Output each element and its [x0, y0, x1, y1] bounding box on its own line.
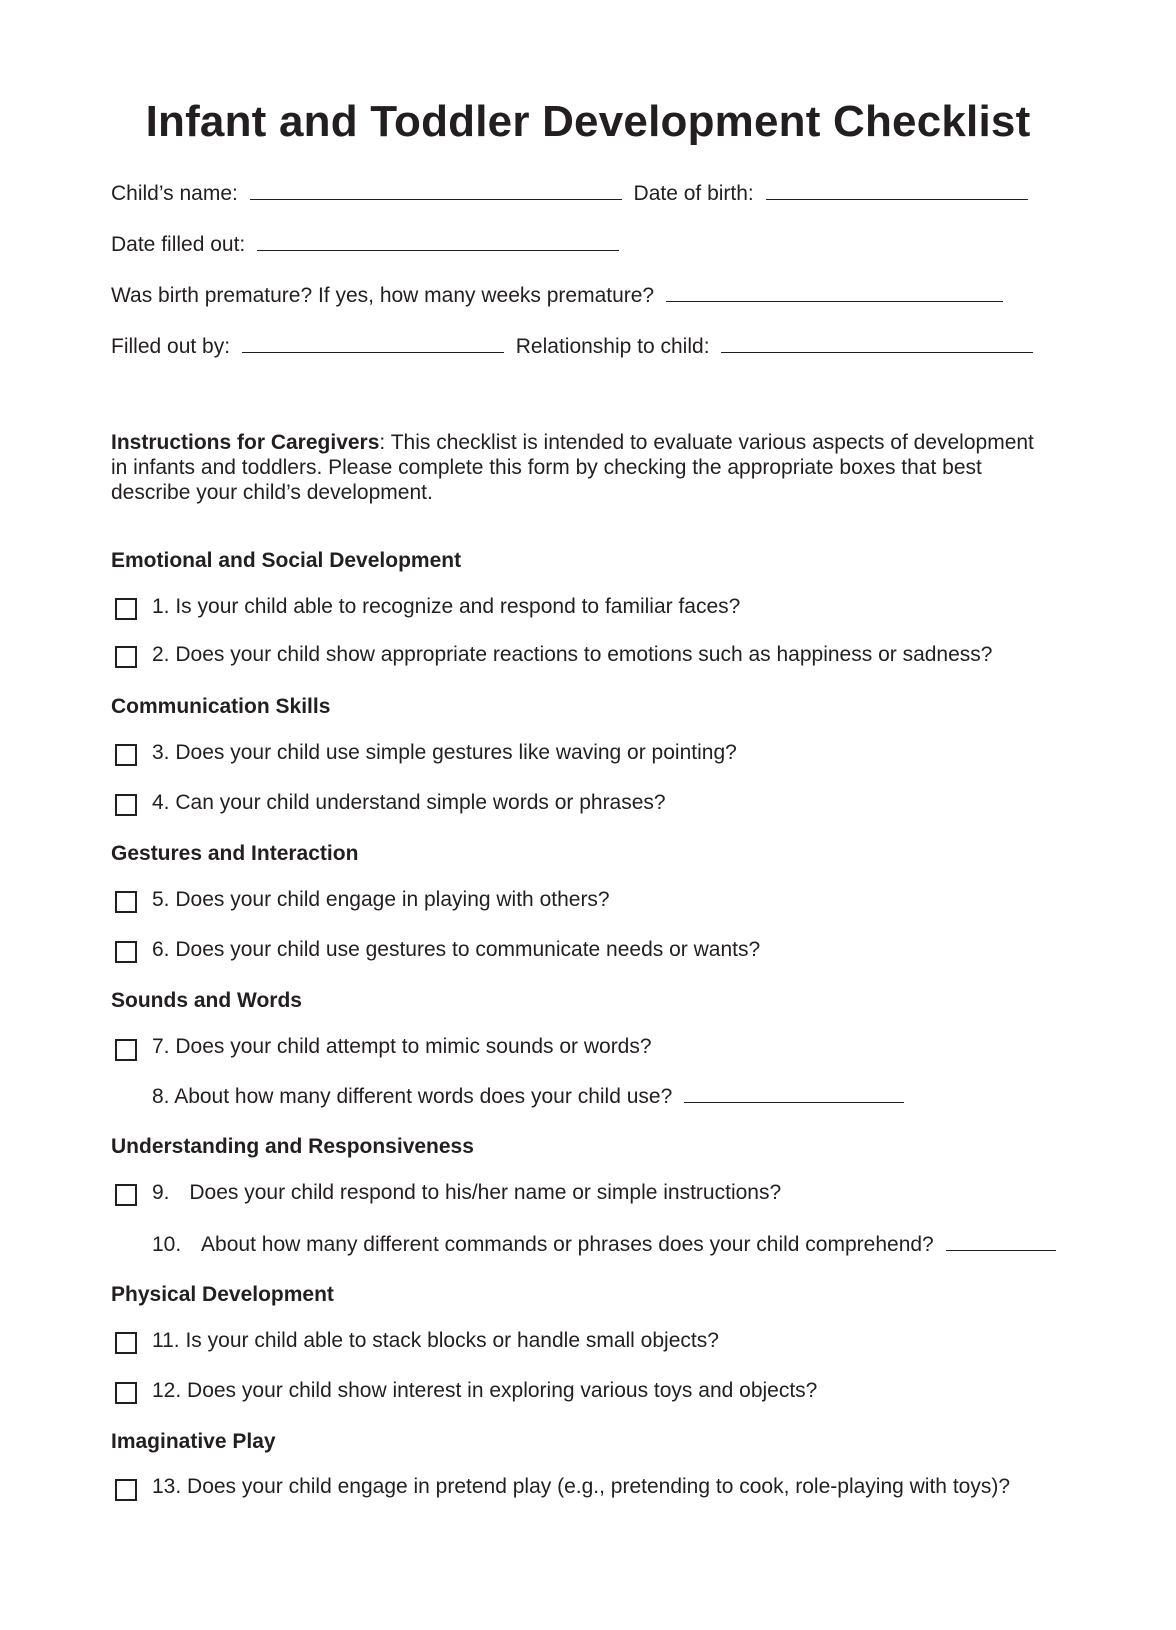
question-8-row	[152, 1084, 904, 1109]
childs-name-field[interactable]	[250, 181, 622, 200]
date-filled-row	[111, 232, 619, 258]
question-5: 5. Does your child engage in playing with others?	[152, 888, 610, 911]
childs-name-row	[111, 181, 1028, 207]
checkbox-q9[interactable]	[115, 1184, 137, 1206]
checkbox-q5[interactable]	[115, 891, 137, 913]
date-filled-out-field[interactable]	[257, 232, 619, 251]
section-title: Communication Skills	[111, 695, 331, 718]
filled-out-by-label: Filled out by:	[111, 335, 231, 358]
checkbox-q3[interactable]	[115, 744, 137, 766]
question-11: 11. Is your child able to stack blocks or handle small objects?	[152, 1329, 719, 1352]
checkbox-q7[interactable]	[115, 1039, 137, 1061]
checkbox-q4[interactable]	[115, 794, 137, 816]
question-10-row	[152, 1232, 1056, 1257]
filled-out-by-row	[111, 334, 1033, 360]
premature-row	[111, 283, 1003, 309]
date-of-birth-label: Date of birth:	[633, 182, 754, 205]
checkbox-q2[interactable]	[115, 646, 137, 668]
childs-name-label: Child’s name:	[111, 182, 238, 205]
section-title: Imaginative Play	[111, 1430, 276, 1453]
date-filled-out-label: Date filled out:	[111, 233, 246, 256]
question-3: 3. Does your child use simple gestures like waving or pointing?	[152, 741, 737, 764]
premature-weeks-field[interactable]	[666, 283, 1003, 302]
question-9-number: 9.	[152, 1181, 170, 1204]
checkbox-q12[interactable]	[115, 1382, 137, 1404]
checkbox-q1[interactable]	[115, 598, 137, 620]
page-title: Infant and Toddler Development Checklist	[145, 97, 1031, 146]
checkbox-q11[interactable]	[115, 1332, 137, 1354]
question-9: Does your child respond to his/her name or simple instructions?	[189, 1181, 782, 1204]
date-of-birth-field[interactable]	[766, 181, 1028, 200]
question-1: 1. Is your child able to recognize and respond to familiar faces?	[152, 595, 741, 618]
checkbox-q13[interactable]	[115, 1479, 137, 1501]
relationship-field[interactable]	[721, 334, 1033, 353]
section-title: Gestures and Interaction	[111, 842, 359, 865]
question-6: 6. Does your child use gestures to communicate needs or wants?	[152, 938, 761, 961]
commands-count-field[interactable]	[946, 1232, 1056, 1251]
checkbox-q6[interactable]	[115, 941, 137, 963]
question-13: 13. Does your child engage in pretend play (e.g., pretending to cook, role-playing with toys)?	[152, 1475, 1011, 1498]
section-title: Understanding and Responsiveness	[111, 1135, 474, 1158]
filled-out-by-field[interactable]	[242, 334, 504, 353]
relationship-label: Relationship to child:	[515, 335, 710, 358]
section-title: Emotional and Social Development	[111, 549, 462, 572]
question-10-number: 10.	[152, 1233, 182, 1256]
section-title: Physical Development	[111, 1283, 334, 1306]
question-4: 4. Can your child understand simple words or phrases?	[152, 791, 666, 814]
question-10: About how many different commands or phrases does your child comprehend?	[201, 1233, 934, 1256]
question-9-row	[152, 1180, 781, 1205]
instructions-text: : This checklist is intended to evaluate various aspects of development in infants and toddlers. Please complete this form by checking the appropriate boxes that best describe your child’s development.	[111, 431, 1034, 504]
instructions-heading: Instructions for Caregivers	[111, 431, 380, 454]
question-12: 12. Does your child show interest in exploring various toys and objects?	[152, 1379, 818, 1402]
instructions	[111, 430, 1051, 505]
question-7: 7. Does your child attempt to mimic sounds or words?	[152, 1035, 652, 1058]
words-count-field[interactable]	[684, 1084, 904, 1103]
section-title: Sounds and Words	[111, 989, 302, 1012]
question-2: 2. Does your child show appropriate reactions to emotions such as happiness or sadness?	[152, 643, 993, 666]
premature-label: Was birth premature? If yes, how many weeks premature?	[111, 284, 655, 307]
question-8: 8. About how many different words does your child use?	[152, 1085, 673, 1108]
